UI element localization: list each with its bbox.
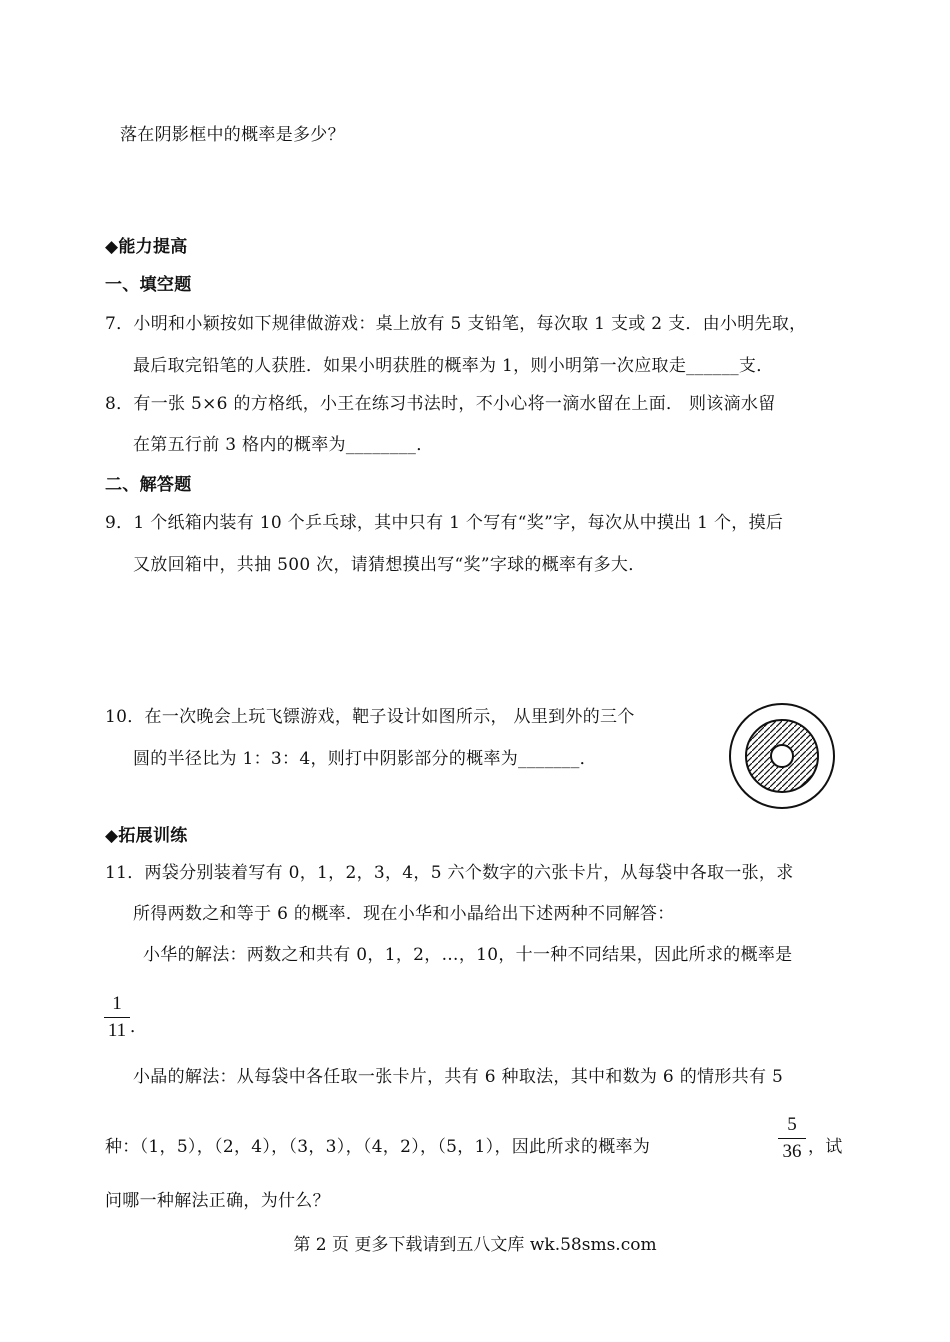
fraction-five-thirtysixths <box>778 1114 806 1163</box>
q8-line1: 8．有一张 5×6 的方格纸，小王在练习书法时，不小心将一滴水留在上面． 则该滴水留 <box>105 394 776 414</box>
q7-line1: 7．小明和小颖按如下规律做游戏：桌上放有 5 支铅笔，每次取 1 支或 2 支．由小明先取， <box>105 314 807 334</box>
q11-line2: 所得两数之和等于 6 的概率．现在小华和小晶给出下述两种不同解答： <box>133 904 675 924</box>
fraction-one-eleventh-suffix: ． <box>130 1017 148 1037</box>
q11-line1: 11．两袋分别装着写有 0，1，2，3，4，5 六个数字的六张卡片，从每袋中各取一张，求 <box>105 863 794 883</box>
fraction-five-thirtysixths-suffix: ，试 <box>808 1137 843 1157</box>
dartboard-figure <box>722 697 842 817</box>
q11-line5: 小晶的解法：从每袋中各任取一张卡片，共有 6 种取法，其中和数为 6 的情形共有 5 <box>133 1067 784 1087</box>
q9-line1: 9．1 个纸箱内装有 10 个乒乓球，其中只有 1 个写有“奖”字，每次从中摸出 1 个，摸后 <box>105 513 784 533</box>
fraction-bar <box>778 1138 806 1139</box>
q11-line7: 问哪一种解法正确，为什么？ <box>105 1191 330 1211</box>
fraction-numerator: 5 <box>787 1114 797 1135</box>
section-extend: ◆拓展训练 <box>105 826 188 846</box>
heading-fill-blank: 一、填空题 <box>105 275 192 295</box>
fraction-numerator: 1 <box>112 993 122 1014</box>
page-footer: 第 2 页 更多下载请到五八文库 wk.58sms.com <box>293 1235 657 1255</box>
heading-answer: 二、解答题 <box>105 475 192 495</box>
section-ability: ◆能力提高 <box>105 237 188 257</box>
q11-line6: 种：（1，5），（2，4），（3，3），（4，2），（5，1），因此所求的概率为 <box>105 1137 651 1157</box>
fraction-denominator: 11 <box>107 1020 127 1041</box>
fraction-bar <box>104 1017 130 1018</box>
q7-line2: 最后取完铅笔的人获胜．如果小明获胜的概率为 1，则小明第一次应取走______支． <box>133 356 774 376</box>
q9-line2: 又放回箱中，共抽 500 次，请猜想摸出写“奖”字球的概率有多大． <box>133 555 646 575</box>
dartboard-inner-circle <box>771 745 793 767</box>
fraction-denominator: 36 <box>782 1141 802 1162</box>
q8-line2: 在第五行前 3 格内的概率为________． <box>133 435 434 455</box>
intro-text: 落在阴影框中的概率是多少？ <box>120 125 345 145</box>
q10-line2: 圆的半径比为 1：3：4，则打中阴影部分的概率为_______． <box>133 749 597 769</box>
q10-line1: 10．在一次晚会上玩飞镖游戏，靶子设计如图所示， 从里到外的三个 <box>105 707 635 727</box>
fraction-one-eleventh <box>104 993 130 1042</box>
q11-line3: 小华的解法：两数之和共有 0，1，2，…，10，十一种不同结果，因此所求的概率是 <box>143 945 793 965</box>
